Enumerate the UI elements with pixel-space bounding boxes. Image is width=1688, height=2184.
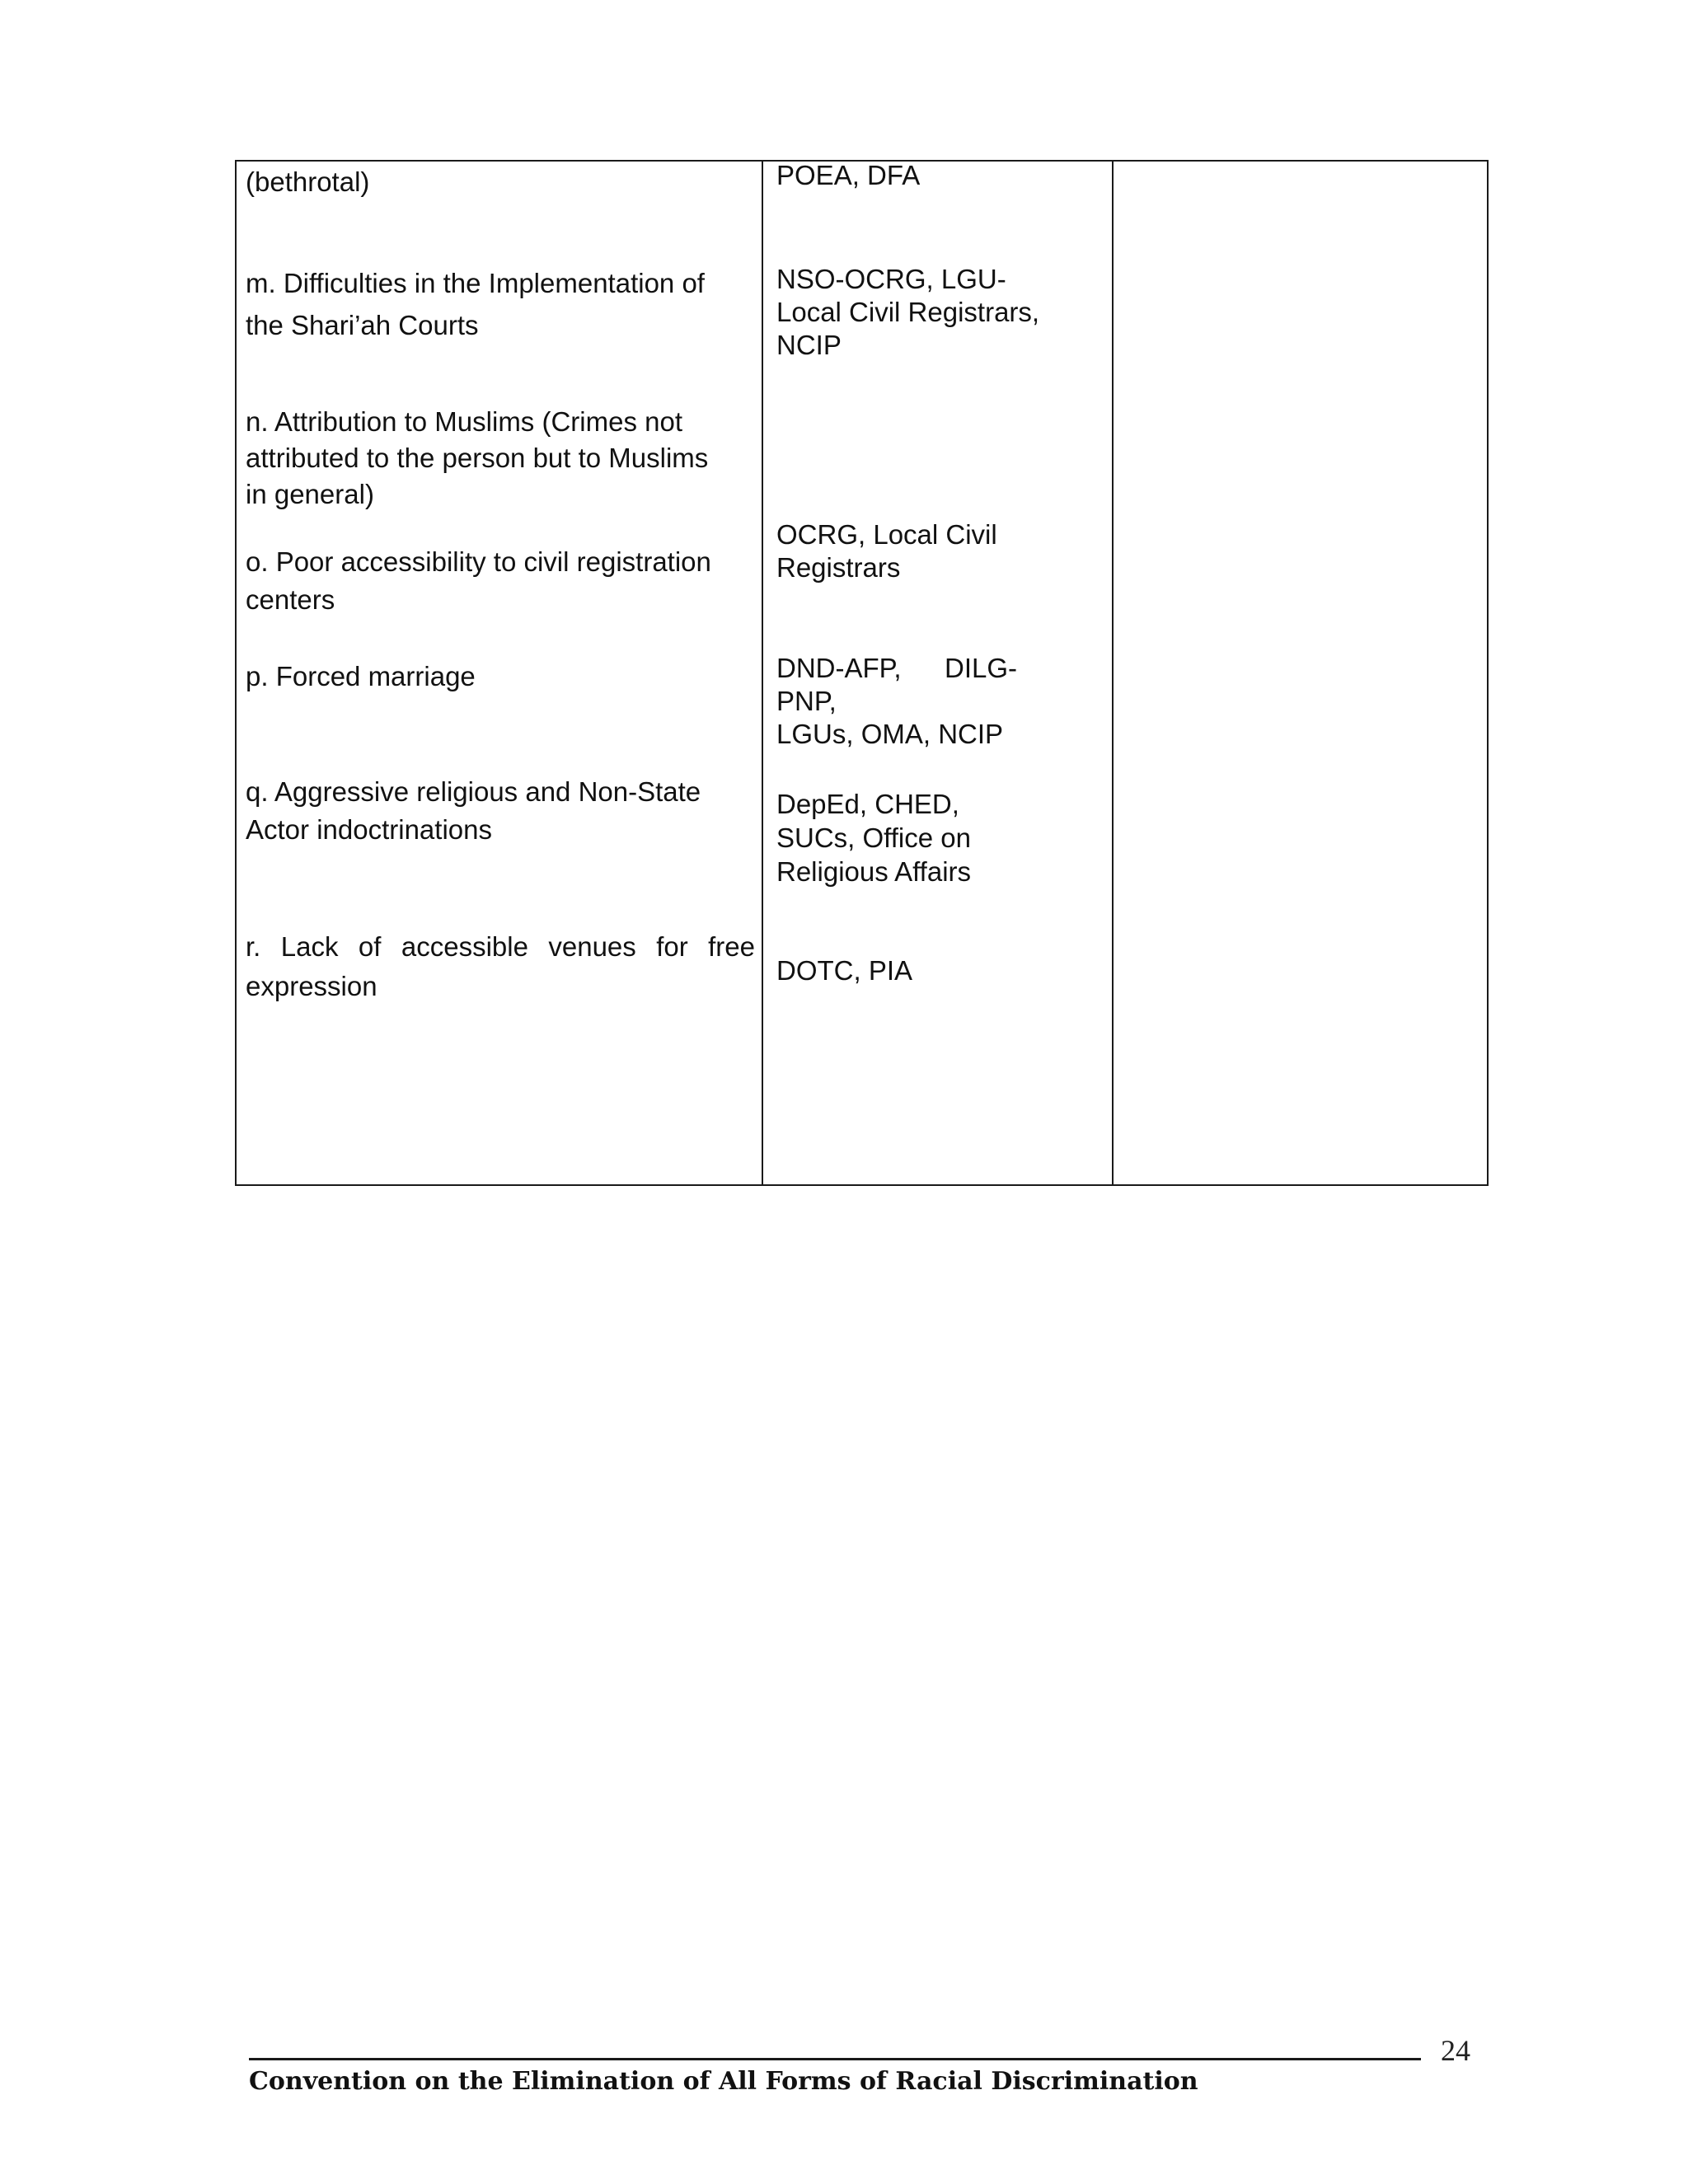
agency-a5-line-2: SUCs, Office on: [776, 823, 971, 853]
issue-r-word: free: [708, 931, 756, 962]
issue-p: p. Forced marriage: [246, 661, 476, 691]
agency-a3-line-2: Registrars: [776, 552, 901, 583]
issue-m-line-1: m. Difficulties in the Implementation of: [246, 268, 705, 298]
issue-o-line-2: centers: [246, 584, 335, 615]
issue-r-line-1: [246, 930, 755, 963]
agency-a4-line-1b: DILG-: [945, 653, 1018, 683]
footer-title: Convention on the Elimination of All Forms of Racial Discrimination: [249, 2067, 1198, 2096]
issue-r-word: accessible: [401, 931, 528, 962]
agency-a4-line-2: PNP,: [776, 686, 837, 716]
agency-a4-line-1a: DND-AFP,: [776, 653, 902, 683]
column-divider-1: [762, 160, 763, 1186]
agency-a3-line-1: OCRG, Local Civil: [776, 519, 997, 550]
agency-a2-line-2: Local Civil Registrars,: [776, 297, 1040, 327]
issue-r-word: for: [656, 931, 688, 962]
issue-n-line-3: in general): [246, 479, 374, 509]
issue-n-line-1: n. Attribution to Muslims (Crimes not: [246, 406, 682, 437]
agency-a6: DOTC, PIA: [776, 955, 913, 986]
issue-q-line-2: Actor indoctrinations: [246, 814, 492, 845]
agency-a5-line-3: Religious Affairs: [776, 856, 972, 887]
issue-r-word: Lack: [280, 931, 339, 962]
page-number: 24: [1441, 2034, 1470, 2067]
issue-r-word: r.: [246, 931, 261, 962]
agency-a4-line-3: LGUs, OMA, NCIP: [776, 719, 1004, 749]
issue-r-word: of: [358, 931, 382, 962]
issue-o-line-1: o. Poor accessibility to civil registration: [246, 546, 711, 577]
agency-a2-line-3: NCIP: [776, 330, 842, 360]
agency-a2-line-1: NSO-OCRG, LGU-: [776, 264, 1006, 294]
issue-m-line-2: the Shari’ah Courts: [246, 310, 479, 340]
agency-a1: POEA, DFA: [776, 160, 921, 190]
issue-r-line-2: expression: [246, 971, 377, 1001]
issue-bethrotal: (bethrotal): [246, 166, 370, 197]
issue-n-line-2: attributed to the person but to Muslims: [246, 443, 709, 473]
column-divider-2: [1112, 160, 1114, 1186]
issue-q-line-1: q. Aggressive religious and Non-State: [246, 776, 701, 807]
issue-r-word: venues: [548, 931, 636, 962]
footer-rule: [249, 2058, 1421, 2060]
agency-a5-line-1: DepEd, CHED,: [776, 789, 959, 819]
